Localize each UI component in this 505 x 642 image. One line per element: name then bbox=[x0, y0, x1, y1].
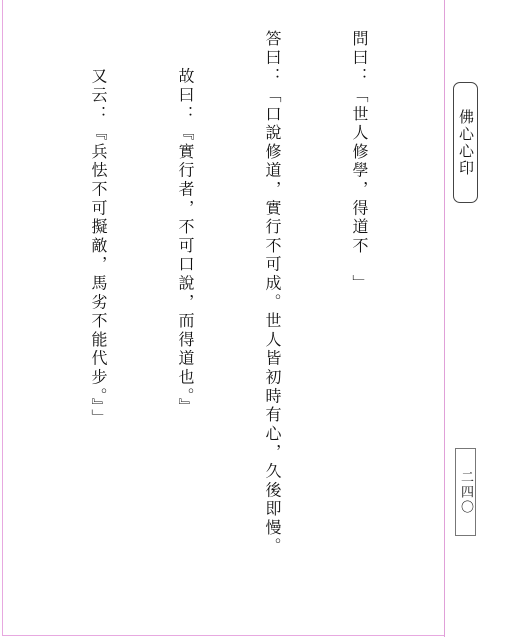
text-line: 又云：『兵怯不可擬敵，馬劣不能代步。』」 bbox=[89, 30, 108, 428]
text-line: 答曰：「口說修道，實行不可成。世人皆初時有心，久後即慢。 bbox=[263, 30, 282, 557]
text-line: 問曰：「世人修學，得道不 」 bbox=[350, 30, 369, 294]
page-frame-bottom bbox=[2, 635, 445, 636]
chapter-title-tab bbox=[453, 82, 478, 203]
vertical-text-body bbox=[0, 30, 432, 634]
page-number-box bbox=[455, 448, 476, 536]
page-number: 二四〇 bbox=[458, 469, 473, 515]
chapter-title: 佛心心印 bbox=[457, 108, 475, 177]
margin-rule bbox=[444, 0, 445, 637]
text-line: 故曰：『實行者，不可口說，而得道也。』 bbox=[176, 30, 195, 417]
blank-line bbox=[0, 30, 26, 634]
